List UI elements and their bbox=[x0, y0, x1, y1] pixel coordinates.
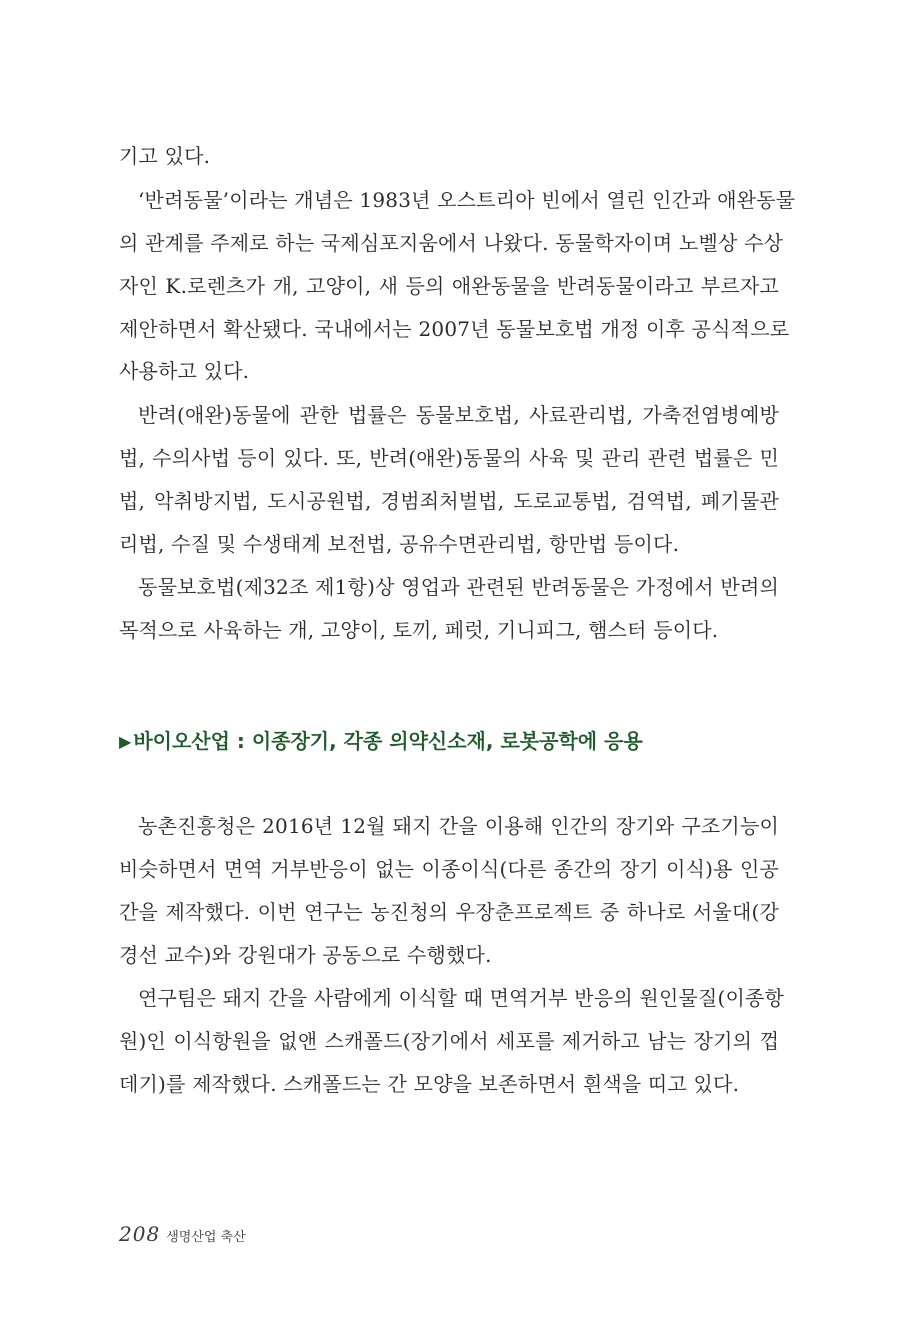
paragraph-line: 리법, 수질 및 수생태계 보전법, 공유수면관리법, 항만법 등이다. bbox=[119, 532, 680, 556]
paragraph-line: 반려(애완)동물에 관한 법률은 동물보호법, 사료관리법, 가축전염병예방 bbox=[138, 403, 779, 427]
paragraph-line: 사용하고 있다. bbox=[119, 359, 250, 383]
paragraph-line: 농촌진흥청은 2016년 12월 돼지 간을 이용해 인간의 장기와 구조기능이 bbox=[138, 814, 779, 838]
paragraph-line: 법, 악취방지법, 도시공원법, 경범죄처벌법, 도로교통법, 검역법, 폐기물관 bbox=[119, 489, 779, 513]
running-section-title: 생명산업 축산 bbox=[166, 1230, 246, 1245]
paragraph-line: 자인 K.로렌츠가 개, 고양이, 새 등의 애완동물을 반려동물이라고 부르자고 bbox=[119, 274, 779, 298]
paragraph-line: 데기)를 제작했다. 스캐폴드는 간 모양을 보존하면서 흰색을 띠고 있다. bbox=[119, 1072, 740, 1096]
paragraph-line: 비슷하면서 면역 거부반응이 없는 이종이식(다른 종간의 장기 이식)용 인공 bbox=[119, 857, 779, 881]
paragraph-line: 의 관계를 주제로 하는 국제심포지움에서 나왔다. 동물학자이며 노벨상 수상 bbox=[119, 231, 784, 255]
paragraph-line: 제안하면서 확산됐다. 국내에서는 2007년 동물보호법 개정 이후 공식적으로 bbox=[119, 317, 790, 341]
paragraph-line: 간을 제작했다. 이번 연구는 농진청의 우장춘프로젝트 중 하나로 서울대(강 bbox=[119, 900, 779, 924]
page-footer bbox=[119, 1222, 246, 1246]
paragraph-line: 목적으로 사육하는 개, 고양이, 토끼, 페럿, 기니피그, 햄스터 등이다. bbox=[119, 618, 719, 642]
page-number: 208 bbox=[119, 1222, 161, 1246]
paragraph-line: 경선 교수)와 강원대가 공동으로 수행했다. bbox=[119, 943, 492, 967]
paragraph-line: 동물보호법(제32조 제1항)상 영업과 관련된 반려동물은 가정에서 반려의 bbox=[138, 575, 779, 599]
section-heading bbox=[119, 726, 643, 758]
paragraph-line: ‘반려동물’이라는 개념은 1983년 오스트리아 빈에서 열린 인간과 애완동물 bbox=[138, 188, 796, 212]
triangle-bullet-icon: ▶ bbox=[119, 732, 132, 751]
paragraph-line: 연구팀은 돼지 간을 사람에게 이식할 때 면역거부 반응의 원인물질(이종항 bbox=[138, 986, 785, 1010]
section-heading-text: 바이오산업 : 이종장기, 각종 의약신소재, 로봇공학에 응용 bbox=[133, 729, 643, 753]
paragraph-line: 기고 있다. bbox=[119, 144, 211, 168]
paragraph-line: 원)인 이식항원을 없앤 스캐폴드(장기에서 세포를 제거하고 남는 장기의 껍 bbox=[119, 1029, 779, 1053]
paragraph-line: 법, 수의사법 등이 있다. 또, 반려(애완)동물의 사육 및 관리 관련 법률은 민 bbox=[119, 446, 779, 470]
